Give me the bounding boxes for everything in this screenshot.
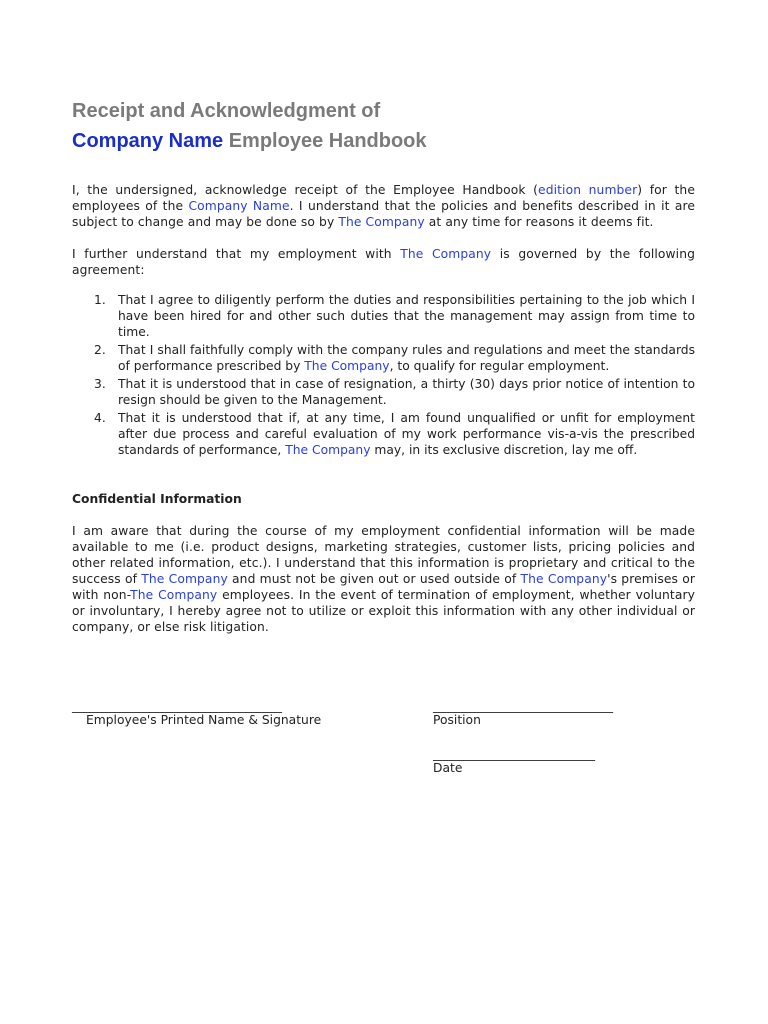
intro-paragraph-1 bbox=[72, 182, 695, 230]
placeholder-the-company: The Company bbox=[304, 359, 390, 373]
placeholder-company-name: Company Name bbox=[188, 199, 290, 213]
confidential-heading: Confidential Information bbox=[72, 492, 242, 506]
confidential-text-d: employees. In the event of termination of employment, whether voluntary or involuntary, I hereby agree not to utilize or exploit this information with any other individual or company, or else risk litigation. bbox=[72, 588, 695, 634]
confidential-text-a: I am aware that during the course of my employment confidential information will be made available to me (i.e. product designs, marketing strategies, customer lists, pricing policies and other related information, etc.). I understand that this information is proprietary and critical to the success of bbox=[72, 524, 695, 586]
placeholder-edition-number: edition number bbox=[538, 183, 638, 197]
confidential-paragraph bbox=[72, 523, 695, 635]
placeholder-the-company: The Company bbox=[141, 572, 228, 586]
intro-p1-text-a: I, the undersigned, acknowledge receipt of the Employee Handbook ( bbox=[72, 183, 539, 197]
intro-p1-text-b: ) for the employees of the bbox=[72, 183, 695, 213]
intro-paragraph-2 bbox=[72, 246, 695, 278]
employee-signature-line: ___________________________________ bbox=[72, 699, 282, 713]
position-label: Position bbox=[433, 713, 481, 727]
intro-p1-text-c: . I understand that the policies and benefits described in it are subject to change and may be done so by bbox=[72, 199, 696, 229]
employee-signature-label: Employee's Printed Name & Signature bbox=[86, 713, 322, 727]
document-title bbox=[72, 96, 427, 156]
list-item bbox=[72, 342, 695, 374]
list-item bbox=[72, 376, 695, 408]
list-item bbox=[72, 410, 695, 458]
list-item-text: may, in its exclusive discretion, lay me off. bbox=[370, 443, 638, 457]
list-item-text: That it is understood that if, at any time, I am found unqualified or unfit for employment after due process and careful evaluation of my work performance vis-a-vis the prescribed standards of performance, bbox=[118, 411, 695, 457]
list-item-text: That it is understood that in case of resignation, a thirty (30) days prior notice of intention to resign should be given to the Management. bbox=[118, 377, 695, 407]
list-item-number: 4. bbox=[94, 411, 106, 425]
confidential-text-c: 's premises or with non- bbox=[72, 572, 696, 602]
placeholder-the-company: The Company bbox=[130, 588, 218, 602]
placeholder-the-company: The Company bbox=[338, 215, 425, 229]
list-item-text: That I shall faithfully comply with the company rules and regulations and meet the standards of performance prescribed by bbox=[118, 343, 695, 373]
title-line2-rest: Employee Handbook bbox=[223, 130, 427, 152]
title-line1: Receipt and Acknowledgment of bbox=[72, 100, 381, 122]
list-item-number: 2. bbox=[94, 343, 106, 357]
intro-p1-text-d: at any time for reasons it deems fit. bbox=[424, 215, 654, 229]
list-item-number: 1. bbox=[94, 293, 106, 307]
placeholder-the-company: The Company bbox=[285, 443, 371, 457]
position-line: ______________________________ bbox=[433, 699, 613, 713]
date-line: ___________________________ bbox=[433, 747, 595, 761]
agreement-terms-list bbox=[72, 292, 695, 460]
list-item bbox=[72, 292, 695, 340]
intro-p2-text-a: I further understand that my employment with bbox=[72, 247, 401, 261]
list-item-text: That I agree to diligently perform the duties and responsibilities pertaining to the job which I have been hired for and other such duties that the management may assign from time to time. bbox=[118, 293, 695, 339]
title-company-name: Company Name bbox=[72, 130, 224, 152]
placeholder-the-company: The Company bbox=[400, 247, 492, 261]
list-item-text: , to qualify for regular employment. bbox=[389, 359, 610, 373]
date-label: Date bbox=[433, 761, 463, 775]
confidential-text-b: and must not be given out or used outside of bbox=[227, 572, 521, 586]
list-item-number: 3. bbox=[94, 377, 106, 391]
placeholder-the-company: The Company bbox=[520, 572, 608, 586]
intro-p2-text-b: is governed by the following agreement: bbox=[72, 247, 695, 277]
